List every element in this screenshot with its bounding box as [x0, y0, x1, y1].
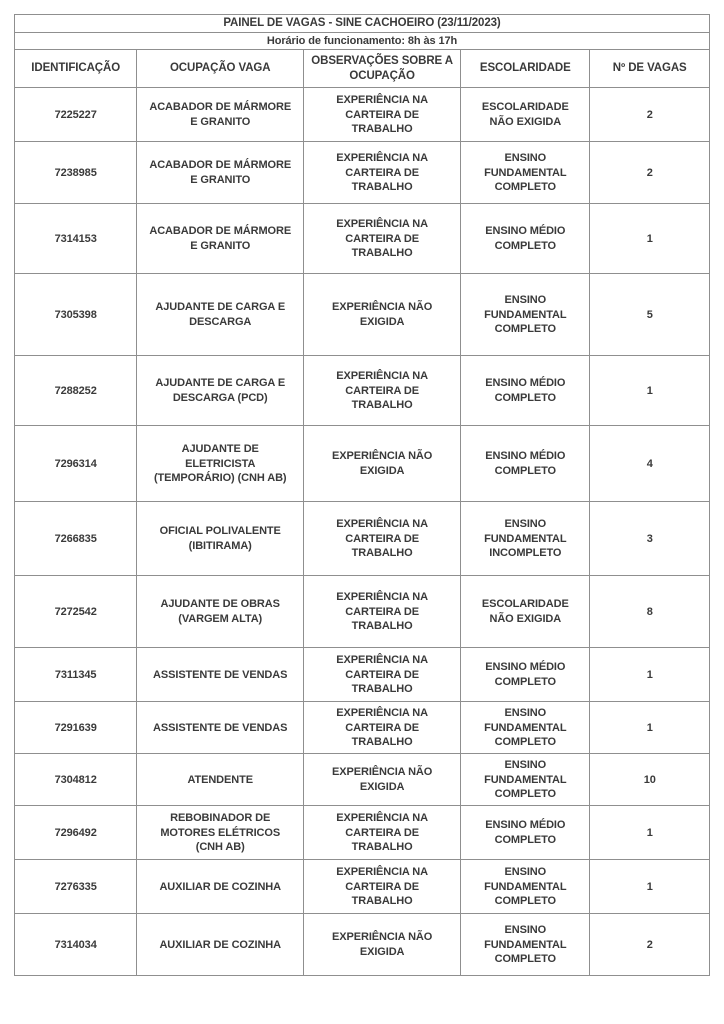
- table-row: [15, 274, 710, 356]
- cell-ocupacao: ACABADOR DE MÁRMORE E GRANITO: [137, 204, 304, 274]
- cell-identificacao: 7314034: [15, 914, 137, 976]
- cell-identificacao: 7276335: [15, 860, 137, 914]
- cell-observacoes: EXPERIÊNCIA NA CARTEIRA DE TRABALHO: [304, 576, 461, 648]
- cell-ocupacao: ACABADOR DE MÁRMORE E GRANITO: [137, 88, 304, 142]
- cell-vagas: 4: [590, 426, 710, 502]
- cell-identificacao: 7305398: [15, 274, 137, 356]
- cell-escolaridade: ENSINO FUNDAMENTAL INCOMPLETO: [461, 502, 590, 576]
- cell-ocupacao: ASSISTENTE DE VENDAS: [137, 702, 304, 754]
- cell-escolaridade: ENSINO FUNDAMENTAL COMPLETO: [461, 142, 590, 204]
- table-row: [15, 204, 710, 274]
- cell-vagas: 2: [590, 142, 710, 204]
- cell-ocupacao: AJUDANTE DE CARGA E DESCARGA: [137, 274, 304, 356]
- cell-vagas: 2: [590, 88, 710, 142]
- table-row: [15, 426, 710, 502]
- cell-escolaridade: ENSINO FUNDAMENTAL COMPLETO: [461, 702, 590, 754]
- cell-observacoes: EXPERIÊNCIA NA CARTEIRA DE TRABALHO: [304, 142, 461, 204]
- cell-identificacao: 7311345: [15, 648, 137, 702]
- table-row: [15, 576, 710, 648]
- cell-ocupacao: AJUDANTE DE CARGA E DESCARGA (PCD): [137, 356, 304, 426]
- cell-escolaridade: ENSINO FUNDAMENTAL COMPLETO: [461, 754, 590, 806]
- table-row: [15, 648, 710, 702]
- vacancies-table: [14, 14, 710, 976]
- cell-observacoes: EXPERIÊNCIA NA CARTEIRA DE TRABALHO: [304, 702, 461, 754]
- cell-vagas: 1: [590, 702, 710, 754]
- cell-escolaridade: ENSINO MÉDIO COMPLETO: [461, 204, 590, 274]
- cell-observacoes: EXPERIÊNCIA NA CARTEIRA DE TRABALHO: [304, 648, 461, 702]
- cell-ocupacao: AUXILIAR DE COZINHA: [137, 860, 304, 914]
- cell-ocupacao: ACABADOR DE MÁRMORE E GRANITO: [137, 142, 304, 204]
- cell-observacoes: EXPERIÊNCIA NA CARTEIRA DE TRABALHO: [304, 356, 461, 426]
- table-row: [15, 142, 710, 204]
- cell-observacoes: EXPERIÊNCIA NÃO EXIGIDA: [304, 914, 461, 976]
- cell-escolaridade: ENSINO MÉDIO COMPLETO: [461, 806, 590, 860]
- cell-vagas: 5: [590, 274, 710, 356]
- table-body: [15, 88, 710, 976]
- table-row: [15, 754, 710, 806]
- cell-vagas: 8: [590, 576, 710, 648]
- cell-observacoes: EXPERIÊNCIA NÃO EXIGIDA: [304, 274, 461, 356]
- cell-escolaridade: ENSINO FUNDAMENTAL COMPLETO: [461, 860, 590, 914]
- cell-escolaridade: ENSINO MÉDIO COMPLETO: [461, 356, 590, 426]
- column-header-escolaridade: ESCOLARIDADE: [461, 50, 590, 88]
- cell-vagas: 1: [590, 860, 710, 914]
- cell-observacoes: EXPERIÊNCIA NÃO EXIGIDA: [304, 754, 461, 806]
- cell-ocupacao: ATENDENTE: [137, 754, 304, 806]
- cell-escolaridade: ENSINO FUNDAMENTAL COMPLETO: [461, 274, 590, 356]
- cell-identificacao: 7314153: [15, 204, 137, 274]
- cell-observacoes: EXPERIÊNCIA NA CARTEIRA DE TRABALHO: [304, 806, 461, 860]
- opening-hours: Horário de funcionamento: 8h às 17h: [15, 32, 710, 49]
- cell-identificacao: 7296492: [15, 806, 137, 860]
- cell-identificacao: 7296314: [15, 426, 137, 502]
- cell-vagas: 1: [590, 204, 710, 274]
- cell-ocupacao: OFICIAL POLIVALENTE (IBITIRAMA): [137, 502, 304, 576]
- cell-observacoes: EXPERIÊNCIA NÃO EXIGIDA: [304, 426, 461, 502]
- cell-identificacao: 7291639: [15, 702, 137, 754]
- cell-vagas: 3: [590, 502, 710, 576]
- cell-observacoes: EXPERIÊNCIA NA CARTEIRA DE TRABALHO: [304, 860, 461, 914]
- title-row: [15, 15, 710, 33]
- table-row: [15, 914, 710, 976]
- cell-identificacao: 7266835: [15, 502, 137, 576]
- cell-identificacao: 7238985: [15, 142, 137, 204]
- cell-observacoes: EXPERIÊNCIA NA CARTEIRA DE TRABALHO: [304, 502, 461, 576]
- table-row: [15, 356, 710, 426]
- cell-vagas: 1: [590, 806, 710, 860]
- column-header-observacoes: OBSERVAÇÕES SOBRE A OCUPAÇÃO: [304, 50, 461, 88]
- column-header-row: [15, 50, 710, 88]
- table-row: [15, 88, 710, 142]
- column-header-identificacao: IDENTIFICAÇÃO: [15, 50, 137, 88]
- cell-escolaridade: ENSINO MÉDIO COMPLETO: [461, 648, 590, 702]
- cell-vagas: 2: [590, 914, 710, 976]
- panel-title: PAINEL DE VAGAS - SINE CACHOEIRO (23/11/2023): [15, 15, 710, 33]
- cell-ocupacao: REBOBINADOR DE MOTORES ELÉTRICOS (CNH AB): [137, 806, 304, 860]
- cell-escolaridade: ESCOLARIDADE NÃO EXIGIDA: [461, 88, 590, 142]
- cell-escolaridade: ENSINO FUNDAMENTAL COMPLETO: [461, 914, 590, 976]
- table-row: [15, 502, 710, 576]
- cell-identificacao: 7288252: [15, 356, 137, 426]
- cell-observacoes: EXPERIÊNCIA NA CARTEIRA DE TRABALHO: [304, 88, 461, 142]
- cell-escolaridade: ENSINO MÉDIO COMPLETO: [461, 426, 590, 502]
- table-row: [15, 860, 710, 914]
- cell-identificacao: 7304812: [15, 754, 137, 806]
- cell-ocupacao: AUXILIAR DE COZINHA: [137, 914, 304, 976]
- cell-ocupacao: AJUDANTE DE OBRAS (VARGEM ALTA): [137, 576, 304, 648]
- cell-vagas: 1: [590, 356, 710, 426]
- cell-identificacao: 7272542: [15, 576, 137, 648]
- cell-ocupacao: ASSISTENTE DE VENDAS: [137, 648, 304, 702]
- cell-ocupacao: AJUDANTE DE ELETRICISTA (TEMPORÁRIO) (CNH AB): [137, 426, 304, 502]
- table-row: [15, 702, 710, 754]
- cell-observacoes: EXPERIÊNCIA NA CARTEIRA DE TRABALHO: [304, 204, 461, 274]
- table-row: [15, 806, 710, 860]
- cell-escolaridade: ESCOLARIDADE NÃO EXIGIDA: [461, 576, 590, 648]
- column-header-ocupacao-vaga: OCUPAÇÃO VAGA: [137, 50, 304, 88]
- cell-vagas: 10: [590, 754, 710, 806]
- cell-identificacao: 7225227: [15, 88, 137, 142]
- subtitle-row: [15, 32, 710, 49]
- table-head: [15, 15, 710, 88]
- column-header-num-vagas: Nº DE VAGAS: [590, 50, 710, 88]
- cell-vagas: 1: [590, 648, 710, 702]
